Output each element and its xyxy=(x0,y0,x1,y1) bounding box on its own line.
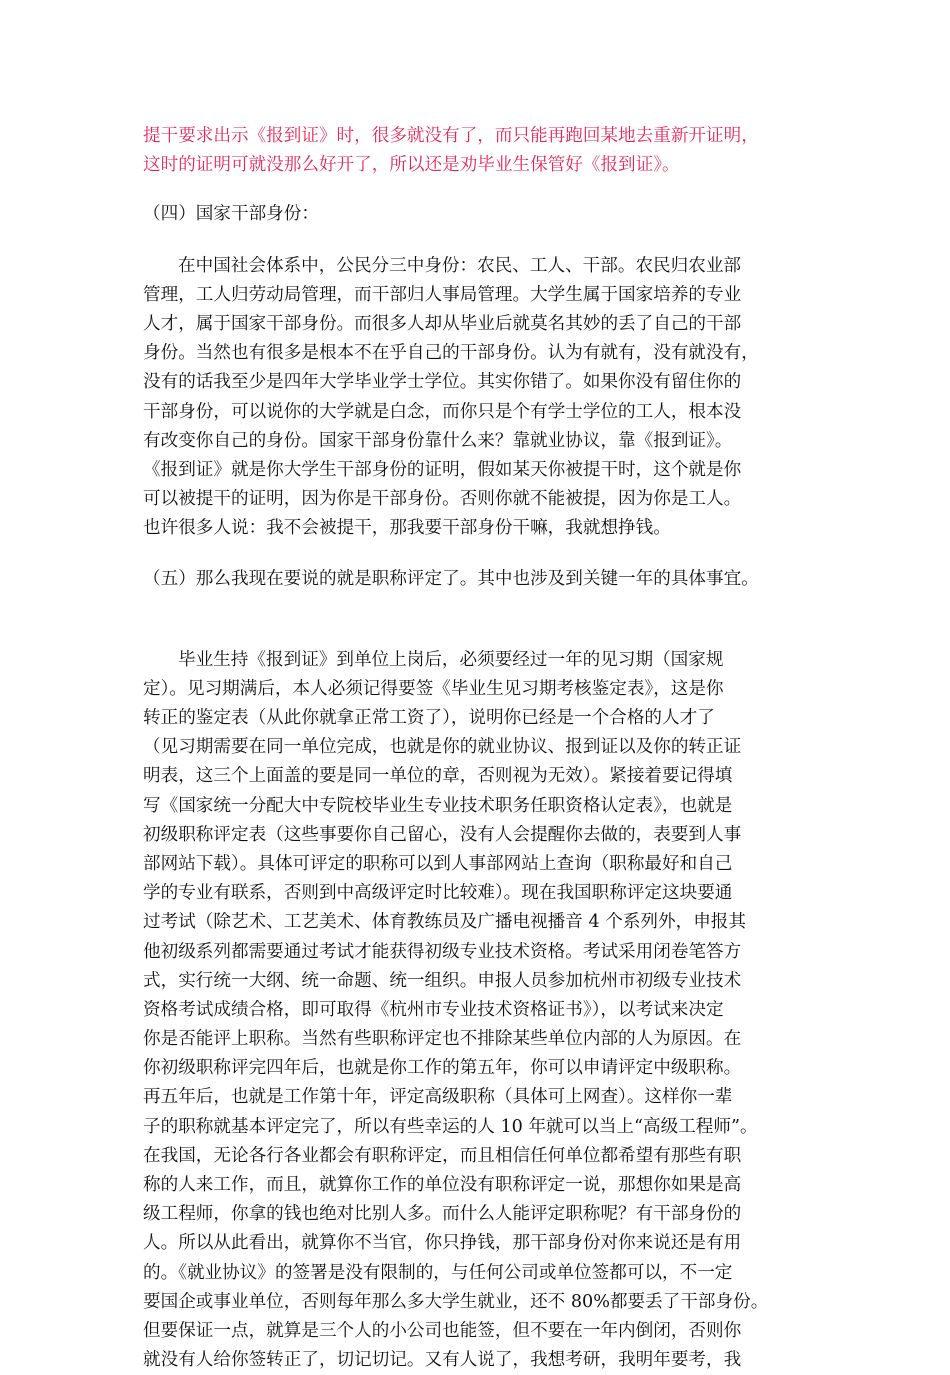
paragraph-line: 人。所以从此看出，就算你不当官，你只挣钱，那干部身份对你来说还是有用 xyxy=(143,1233,742,1254)
paragraph-line: 提干要求出示《报到证》时，很多就没有了，而只能再跑回某地去重新开证明， xyxy=(143,126,759,146)
paragraph-line: 学的专业有联系，否则到中高级评定时比较难）。现在我国职称评定这块要通 xyxy=(143,883,733,904)
paragraph-line: 的。《就业协议》的签署是没有限制的，与任何公司或单位签都可以，不一定 xyxy=(143,1262,733,1283)
paragraph-line: 干部身份，可以说你的大学就是白念，而你只是个有学士学位的工人，根本没 xyxy=(143,401,742,422)
paragraph-line: 在我国，无论各行各业都会有职称评定，而且相信任何单位都希望有那些有职 xyxy=(143,1145,742,1166)
paragraph-line: 人才，属于国家干部身份。而很多人却从毕业后就莫名其妙的丢了自己的干部 xyxy=(143,313,742,334)
paragraph-line: 有改变你自己的身份。国家干部身份靠什么来？靠就业协议，靠《报到证》。 xyxy=(143,430,733,451)
paragraph-line: 可以被提干的证明，因为你是干部身份。否则你就不能被提，因为你是工人。 xyxy=(143,489,742,510)
paragraph-line: 称的人来工作，而且，就算你工作的单位没有职称评定一说，那想你如果是高 xyxy=(143,1175,742,1195)
paragraph-line: 没有的话我至少是四年大学毕业学士学位。其实你错了。如果你没有留住你的 xyxy=(143,372,742,393)
section-5-paragraph xyxy=(143,646,813,1375)
paragraph-line: 管理，工人归劳动局管理，而干部归人事局管理。大学生属于国家培养的专业 xyxy=(143,284,742,305)
section-heading-4: （四）国家干部身份： xyxy=(143,204,319,225)
paragraph-line: 身份。当然也有很多是根本不在乎自己的干部身份。认为有就有，没有就没有， xyxy=(143,343,759,364)
paragraph-line: 转正的鉴定表（从此你就拿正常工资了），说明你已经是一个合格的人才了 xyxy=(143,708,715,728)
paragraph-line: 子的职称就基本评定完了，所以有些幸运的人 10 年就可以当上“高级工程师”。 xyxy=(143,1116,758,1137)
paragraph-line: 他初级系列都需要通过考试才能获得初级专业技术资格。考试采用闭卷笔答方 xyxy=(143,941,742,962)
paragraph-line: 《报到证》就是你大学生干部身份的证明，假如某天你被提干时，这个就是你 xyxy=(143,459,742,480)
paragraph-line: 这时的证明可就没那么好开了，所以还是劝毕业生保管好《报到证》。 xyxy=(143,155,680,176)
section-4-paragraph xyxy=(143,252,813,544)
paragraph-line: 你初级职称评完四年后，也就是你工作的第五年，你可以申请评定中级职称。 xyxy=(143,1058,742,1079)
paragraph-line: 级工程师，你拿的钱也绝对比别人多。而什么人能评定职称呢？有干部身份的 xyxy=(143,1204,742,1225)
paragraph-line: 也许很多人说：我不会被提干，那我要干部身份干嘛，我就想挣钱。 xyxy=(143,518,671,539)
paragraph-line: 资格考试成绩合格，即可取得《杭州市专业技术资格证书》），以考试来决定 xyxy=(143,999,724,1020)
paragraph-line: 明表，这三个上面盖的要是同一单位的章，否则视为无效）。紧接着要记得填 xyxy=(143,766,733,787)
paragraph-line: 定）。见习期满后，本人必须记得要签《毕业生见习期考核鉴定表》，这是你 xyxy=(143,678,724,699)
paragraph-line: 过考试（除艺术、工艺美术、体育教练员及广播电视播音 4 个系列外，申报其 xyxy=(143,912,746,933)
paragraph-line: 式，实行统一大纲、统一命题、统一组织。申报人员参加杭州市初级专业技术 xyxy=(143,970,742,991)
paragraph-line: 在中国社会体系中，公民分三中身份：农民、工人、干部。农民归农业部 xyxy=(178,255,742,276)
paragraph-line: 但要保证一点，就算是三个人的小公司也能签，但不要在一年内倒闭，否则你 xyxy=(143,1320,742,1341)
paragraph-line: 要国企或事业单位，否则每年那么多大学生就业，还不 80%都要丢了干部身份。 xyxy=(143,1291,769,1312)
paragraph-line: 毕业生持《报到证》到单位上岗后，必须要经过一年的见习期（国家规 xyxy=(178,649,724,670)
paragraph-line: 再五年后，也就是工作第十年，评定高级职称（具体可上网查）。这样你一辈 xyxy=(143,1087,733,1108)
section-heading-5: （五）那么我现在要说的就是职称评定了。其中也涉及到关键一年的具体事宜。 xyxy=(143,569,759,590)
paragraph-line: 就没有人给你签转正了，切记切记。又有人说了，我想考研，我明年要考，我 xyxy=(143,1350,742,1371)
paragraph-line: 写《国家统一分配大中专院校毕业生专业技术职务任职资格认定表》，也就是 xyxy=(143,795,733,816)
paragraph-line: （见习期需要在同一单位完成，也就是你的就业协议、报到证以及你的转正证 xyxy=(143,737,742,758)
paragraph-line: 你是否能评上职称。当然有些职称评定也不排除某些单位内部的人为原因。在 xyxy=(143,1029,742,1050)
intro-paragraph xyxy=(143,122,813,180)
paragraph-line: 部网站下载）。具体可评定的职称可以到人事部网站上查询（职称最好和自己 xyxy=(143,853,733,874)
paragraph-line: 初级职称评定表（这些事要你自己留心，没有人会提醒你去做的，表要到人事 xyxy=(143,824,742,845)
document-page xyxy=(143,122,813,1375)
